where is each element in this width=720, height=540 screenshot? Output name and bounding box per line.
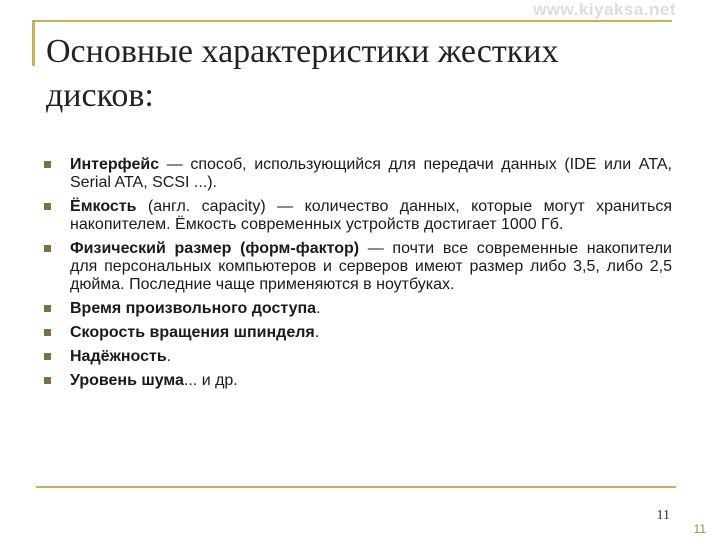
list-item xyxy=(40,240,672,294)
square-bullet-icon xyxy=(44,245,51,252)
bullet-text: . xyxy=(314,324,320,341)
bullet-term: Уровень шума xyxy=(70,372,184,389)
list-item xyxy=(40,348,672,366)
list-item xyxy=(40,198,672,234)
bullet-term: Надёжность xyxy=(70,348,167,365)
bullet-text: . xyxy=(316,300,321,317)
square-bullet-icon xyxy=(44,161,51,168)
bullet-text: — способ, использующийся для передачи данных (IDE или ATA, Serial ATA, SCSI ...). xyxy=(70,156,672,191)
bullet-text: . xyxy=(166,348,172,365)
watermark: www.kiyaksa.net xyxy=(533,0,676,19)
bullet-term: Интерфейс xyxy=(70,156,160,173)
frame-top-rule xyxy=(32,20,672,22)
bullet-term: Скорость вращения шпинделя xyxy=(70,324,315,341)
slide-number: 11 xyxy=(656,508,670,523)
square-bullet-icon xyxy=(44,353,51,360)
list-item xyxy=(40,156,672,192)
square-bullet-icon xyxy=(44,203,51,210)
footer-rule xyxy=(36,486,676,488)
page-number: 11 xyxy=(693,522,706,536)
square-bullet-icon xyxy=(44,329,51,336)
slide-title: Основные характеристики жестких дисков: xyxy=(46,33,559,114)
bullet-text: (англ. capacity) — количество данных, которые могут храниться накопителем. Ёмкость современных устройств достигает 1000 Гб. xyxy=(70,198,672,233)
bullet-term: Ёмкость xyxy=(70,198,137,215)
square-bullet-icon xyxy=(44,305,51,312)
bullet-term: Время произвольного доступа xyxy=(70,300,317,317)
bullet-text: — почти все современные накопители для персональных компьютеров и серверов имеют размер либо 3,5, либо 2,5 дюйма. Последние чаще применяются в ноутбуках. xyxy=(70,240,672,293)
bullet-text: ... и др. xyxy=(183,372,238,389)
frame-left-rule xyxy=(32,20,35,66)
list-item xyxy=(40,372,672,390)
bullet-list xyxy=(40,156,672,396)
bullet-term: Физический размер (форм-фактор) xyxy=(70,240,360,257)
list-item xyxy=(40,300,672,318)
list-item xyxy=(40,324,672,342)
square-bullet-icon xyxy=(44,377,51,384)
